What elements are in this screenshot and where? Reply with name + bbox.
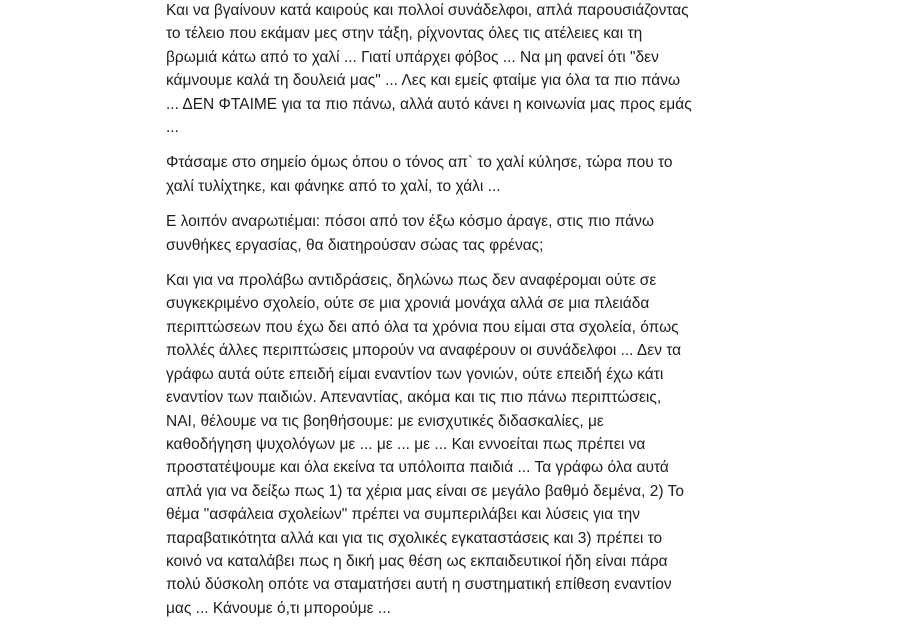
post-body bbox=[166, 0, 734, 632]
post-paragraph-2: Φτάσαμε στο σημείο όμως όπου ο τόνος απ` το χαλί κύλησε, τώρα που το χαλί τυλίχτηκε, και φάνηκε από το χαλί, το χάλι ... bbox=[166, 154, 673, 195]
post-paragraph-4: Και για να προλάβω αντιδράσεις, δηλώνω πως δεν αναφέρομαι ούτε σε συγκεκριμένο σχολείο, ούτε σε μια χρονιά μονάχα αλλά σε μια πλειάδα περιπτώσεων που έχω δει από όλα τα χρόνια που είμαι στα σχολεία, όπως πολλές άλλες περιπτώσεις μπορούν να αναφέρουν οι συνάδελφοι ... Δεν τα γράφω αυτά ούτε επειδή είμαι εναντίον των γονιών, ούτε επειδή έχω κάτι εναντίον των παιδιών. Απεναντίας, ακόμα και τις πιο πάνω περιπτώσεις, ΝΑΙ, θέλουμε να τις βοηθήσουμε: με ενισχυτικές διδασκαλίες, με καθοδήγηση ψυχολόγων με ... με ... με ... Και εννοείται πως πρέπει να προστατέψουμε και όλα εκείνα τα υπόλοιπα παιδιά ... Τα γράφω όλα αυτά απλά για να δείξω πως 1) τα χέρια μας είναι σε μεγάλο βαθμό δεμένα, 2) Το θέμα "ασφάλεια σχολείων" πρέπει να συμπεριλάβει και λύσεις για την παραβατικότητα αλλά και για τις σχολικές εγκαταστάσεις και 3) πρέπει το κοινό να καταλάβει πως η δική μας θέση ως εκπαιδευτικοί ήδη είναι πάρα πολύ δύσκολη οπότε να σταματήσει αυτή η συστηματική επίθεση εναντίον μας ... Κάνουμε ό,τι μπορούμε ... bbox=[166, 272, 684, 617]
post-paragraph-3: Ε λοιπόν αναρωτιέμαι: πόσοι από τον έξω κόσμο άραγε, στις πιο πάνω συνθήκες εργασίας, θα διατηρούσαν σώας τας φρένας; bbox=[166, 213, 654, 254]
post-paragraph-1: Και να βγαίνουν κατά καιρούς και πολλοί συνάδελφοι, απλά παρουσιάζοντας το τέλειο που εκάμαν μες στην τάξη, ρίχνοντας όλες τις ατέλειες και τη βρωμιά κάτω από το χαλί ... Γιατί υπάρχει φόβος ... Να μη φανεί ότι "δεν κάμνουμε καλά τη δουλειά μας" ... Λες και εμείς φταίμε για όλα τα πιο πάνω ... ΔΕΝ ΦΤΑΙΜΕ για τα πιο πάνω, αλλά αυτό κάνει η κοινωνία μας προς εμάς ... bbox=[166, 2, 692, 137]
